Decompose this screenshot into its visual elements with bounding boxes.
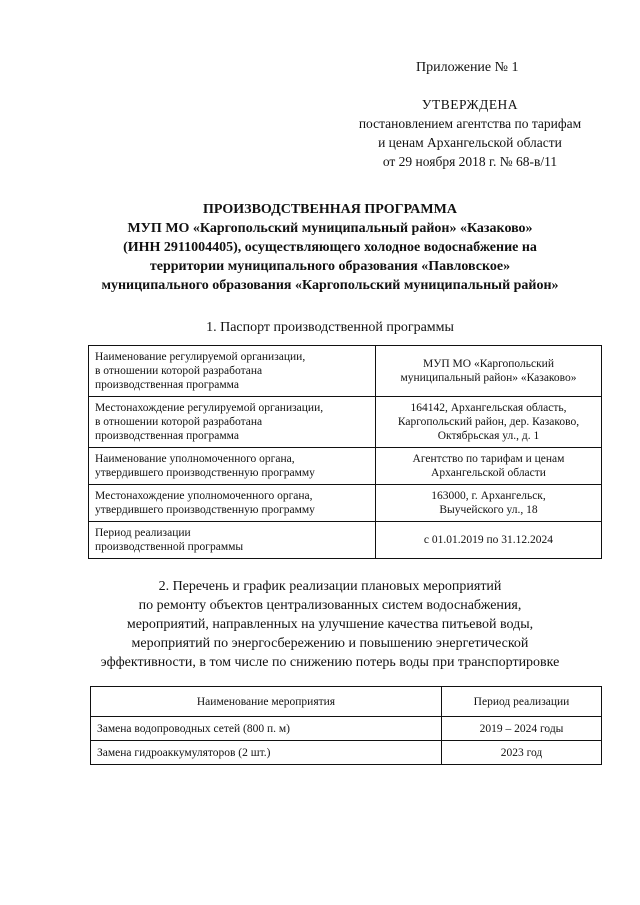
event-name: Замена гидроаккумуляторов (2 шт.) — [91, 741, 442, 765]
value-line: муниципальный район» «Казаково» — [400, 372, 577, 384]
table-row — [91, 717, 602, 741]
value-line: Агентство по тарифам и ценам — [412, 453, 565, 465]
label-line: Период реализации — [95, 527, 191, 539]
value-line: Каргопольский район, дер. Казаково, — [397, 416, 580, 428]
label-line: производственной программы — [95, 541, 244, 553]
title-line: ПРОИЗВОДСТВЕННАЯ ПРОГРАММА — [203, 202, 457, 217]
value-line: Выучейского ул., 18 — [439, 504, 538, 516]
events-table — [90, 686, 602, 765]
passport-label — [89, 485, 376, 522]
heading-line: по ремонту объектов централизованных систем водоснабжения, — [138, 598, 522, 613]
passport-label — [89, 346, 376, 397]
approval-block — [330, 95, 610, 171]
heading-line: мероприятий по энергосбережению и повышению энергетической — [131, 636, 529, 651]
column-header-period: Период реализации — [442, 687, 602, 717]
label-line: производственная программа — [95, 430, 239, 442]
approved-word: УТВЕРЖДЕНА — [421, 97, 519, 112]
heading-line: 2. Перечень и график реализации плановых мероприятий — [158, 579, 502, 594]
passport-table — [88, 345, 602, 559]
heading-line: эффективности, в том числе по снижению потерь воды при транспортировке — [100, 655, 560, 670]
heading-line: мероприятий, направленных на улучшение качества питьевой воды, — [126, 617, 534, 632]
passport-value — [376, 448, 602, 485]
section2-heading — [40, 577, 620, 672]
program-title — [40, 200, 620, 295]
passport-value — [376, 346, 602, 397]
passport-row — [89, 346, 602, 397]
event-period: 2019 – 2024 годы — [442, 717, 602, 741]
label-line: производственная программа — [95, 379, 239, 391]
passport-value — [376, 522, 602, 559]
value-line: МУП МО «Каргопольский — [423, 358, 554, 370]
passport-value — [376, 397, 602, 448]
passport-row — [89, 485, 602, 522]
passport-row — [89, 448, 602, 485]
approval-line: постановлением агентства по тарифам — [358, 116, 582, 131]
label-line: Местонахождение регулируемой организации, — [95, 402, 324, 414]
label-line: Наименование уполномоченного органа, — [95, 453, 295, 465]
value-line: с 01.01.2019 по 31.12.2024 — [423, 534, 554, 546]
label-line: Наименование регулируемой организации, — [95, 351, 306, 363]
value-line: Архангельской области — [431, 467, 546, 479]
passport-value — [376, 485, 602, 522]
passport-label — [89, 397, 376, 448]
approval-line: от 29 ноября 2018 г. № 68-в/11 — [382, 154, 558, 169]
title-line: муниципального образования «Каргопольский муниципальный район» — [101, 278, 559, 293]
table-row — [91, 741, 602, 765]
passport-label — [89, 522, 376, 559]
label-line: в отношении которой разработана — [95, 416, 263, 428]
title-line: территории муниципального образования «Павловское» — [149, 259, 511, 274]
value-line: Октябрьская ул., д. 1 — [437, 430, 540, 442]
title-line: МУП МО «Каргопольский муниципальный район» «Казаково» — [127, 221, 533, 236]
event-period: 2023 год — [442, 741, 602, 765]
passport-label — [89, 448, 376, 485]
section1-heading: 1. Паспорт производственной программы — [206, 320, 454, 335]
table-header-row — [91, 687, 602, 717]
label-line: утвердившего производственную программу — [95, 467, 315, 479]
passport-row — [89, 522, 602, 559]
column-header-name: Наименование мероприятия — [91, 687, 442, 717]
event-name: Замена водопроводных сетей (800 п. м) — [91, 717, 442, 741]
label-line: Местонахождение уполномоченного органа, — [95, 490, 313, 502]
value-line: 164142, Архангельская область, — [410, 402, 567, 414]
label-line: в отношении которой разработана — [95, 365, 263, 377]
value-line: 163000, г. Архангельск, — [431, 490, 546, 502]
label-line: утвердившего производственную программу — [95, 504, 315, 516]
approval-line: и ценам Архангельской области — [378, 135, 562, 150]
appendix-number: Приложение № 1 — [416, 60, 519, 75]
title-line: (ИНН 2911004405), осуществляющего холодное водоснабжение на — [123, 240, 537, 255]
passport-row — [89, 397, 602, 448]
